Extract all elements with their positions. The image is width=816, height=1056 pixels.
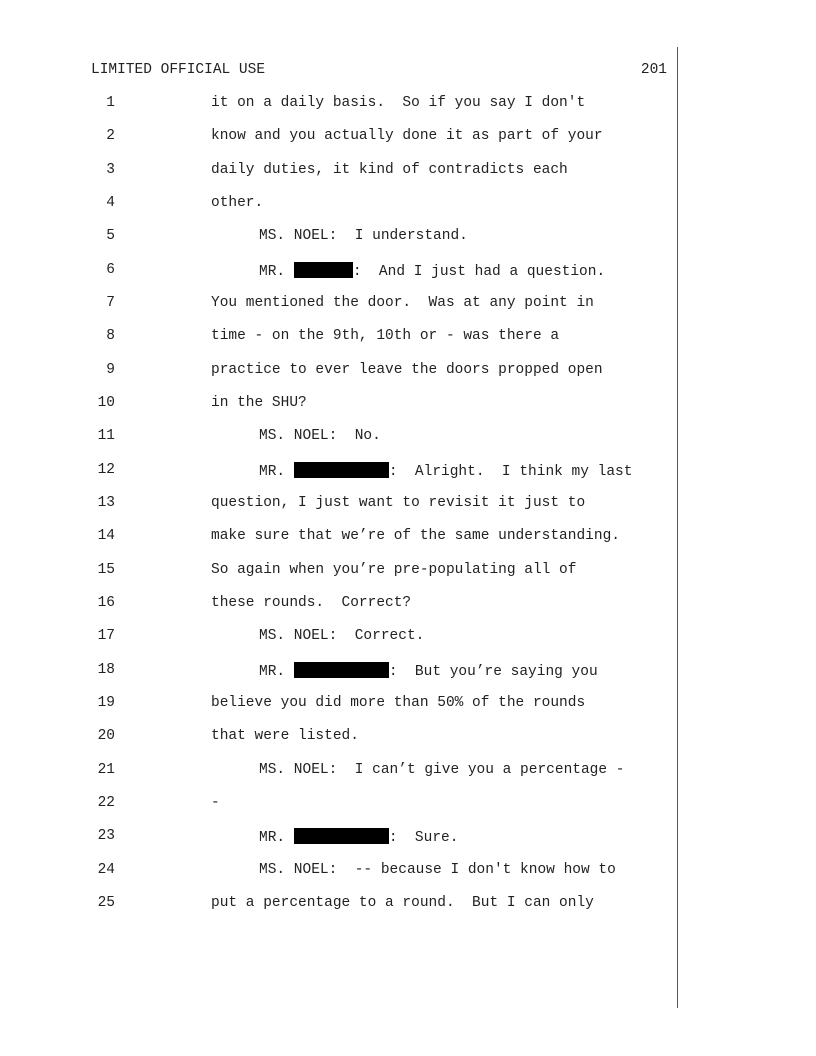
- line-number: 8: [106, 328, 115, 344]
- line-number: 24: [97, 862, 115, 878]
- speaker-line: [211, 228, 468, 244]
- line-text: know and you actually done it as part of your: [211, 128, 603, 144]
- transcript-line: [0, 628, 676, 646]
- speaker-name: MS. NOEL:: [259, 762, 338, 778]
- speaker-line: [211, 428, 381, 444]
- transcript-line: [0, 562, 676, 580]
- line-number: 22: [97, 795, 115, 811]
- line-text: believe you did more than 50% of the rounds: [211, 695, 586, 711]
- line-text: in the SHU?: [211, 395, 307, 411]
- line-number: 21: [97, 762, 115, 778]
- line-number: 7: [106, 295, 115, 311]
- line-number: 10: [97, 395, 115, 411]
- transcript-line: [0, 462, 676, 480]
- line-text: No.: [337, 428, 381, 444]
- transcript-line: [0, 495, 676, 513]
- speaker-line: [211, 662, 598, 680]
- line-number: 1: [106, 95, 115, 111]
- line-text: : But you’re saying you: [388, 664, 598, 680]
- line-number: 14: [97, 528, 115, 544]
- transcript-line: [0, 95, 676, 113]
- line-text: : Alright. I think my last: [388, 464, 633, 480]
- line-text: practice to ever leave the doors propped open: [211, 362, 603, 378]
- line-text: Correct.: [337, 628, 425, 644]
- line-number: 18: [97, 662, 115, 678]
- line-number: 5: [106, 228, 115, 244]
- line-number: 4: [106, 195, 115, 211]
- page-header: [91, 62, 667, 80]
- transcript-line: [0, 762, 676, 780]
- speaker-name: MS. NOEL:: [259, 228, 338, 244]
- line-text: So again when you’re pre-populating all of: [211, 562, 577, 578]
- redaction-block: [294, 828, 389, 844]
- transcript-line: [0, 662, 676, 680]
- line-text: daily duties, it kind of contradicts each: [211, 162, 568, 178]
- transcript-line: [0, 162, 676, 180]
- line-number: 25: [97, 895, 115, 911]
- line-number: 20: [97, 728, 115, 744]
- line-text: these rounds. Correct?: [211, 595, 412, 611]
- line-text: You mentioned the door. Was at any point in: [211, 295, 594, 311]
- speaker-name: MR.: [259, 264, 294, 280]
- transcript-line: [0, 528, 676, 546]
- speaker-name: MR.: [259, 830, 294, 846]
- line-number: 16: [97, 595, 115, 611]
- transcript-line: [0, 428, 676, 446]
- transcript-line: [0, 228, 676, 246]
- speaker-line: [211, 828, 458, 846]
- speaker-name: MS. NOEL:: [259, 428, 338, 444]
- line-number: 11: [97, 428, 115, 444]
- line-number: 6: [106, 262, 115, 278]
- speaker-name: MR.: [259, 664, 294, 680]
- line-text: it on a daily basis. So if you say I don't: [211, 95, 586, 111]
- transcript-line: [0, 828, 676, 846]
- transcript-line: [0, 395, 676, 413]
- speaker-name: MS. NOEL:: [259, 628, 338, 644]
- speaker-name: MR.: [259, 464, 294, 480]
- transcript-line: [0, 262, 676, 280]
- line-number: 13: [97, 495, 115, 511]
- line-text: make sure that we’re of the same understanding.: [211, 528, 620, 544]
- speaker-line: [211, 462, 632, 480]
- line-number: 12: [97, 462, 115, 478]
- right-margin-rule: [677, 47, 678, 1008]
- speaker-line: [211, 262, 605, 280]
- speaker-line: [211, 628, 424, 644]
- redaction-block: [294, 262, 353, 278]
- line-number: 17: [97, 628, 115, 644]
- transcript-line: [0, 595, 676, 613]
- redaction-block: [294, 462, 389, 478]
- line-number: 2: [106, 128, 115, 144]
- line-text: put a percentage to a round. But I can only: [211, 895, 594, 911]
- classification-label: LIMITED OFFICIAL USE: [91, 62, 266, 78]
- line-text: -- because I don't know how to: [337, 862, 616, 878]
- transcript-line: [0, 695, 676, 713]
- transcript-line: [0, 128, 676, 146]
- transcript-line: [0, 862, 676, 880]
- line-text: that were listed.: [211, 728, 359, 744]
- line-text: I understand.: [337, 228, 468, 244]
- line-text: time - on the 9th, 10th or - was there a: [211, 328, 560, 344]
- transcript-line: [0, 295, 676, 313]
- transcript-line: [0, 728, 676, 746]
- line-text: -: [211, 795, 220, 811]
- transcript-line: [0, 795, 676, 813]
- speaker-line: [211, 862, 616, 878]
- line-text: I can’t give you a percentage -: [337, 762, 625, 778]
- transcript-line: [0, 328, 676, 346]
- line-text: question, I just want to revisit it just to: [211, 495, 586, 511]
- page-number: 201: [640, 62, 667, 78]
- line-number: 9: [106, 362, 115, 378]
- line-number: 19: [97, 695, 115, 711]
- line-number: 3: [106, 162, 115, 178]
- speaker-name: MS. NOEL:: [259, 862, 338, 878]
- transcript-line: [0, 195, 676, 213]
- line-text: : Sure.: [388, 830, 459, 846]
- transcript-line: [0, 362, 676, 380]
- line-text: other.: [211, 195, 264, 211]
- line-text: : And I just had a question.: [352, 264, 606, 280]
- transcript-line: [0, 895, 676, 913]
- redaction-block: [294, 662, 389, 678]
- line-number: 23: [97, 828, 115, 844]
- speaker-line: [211, 762, 624, 778]
- line-number: 15: [97, 562, 115, 578]
